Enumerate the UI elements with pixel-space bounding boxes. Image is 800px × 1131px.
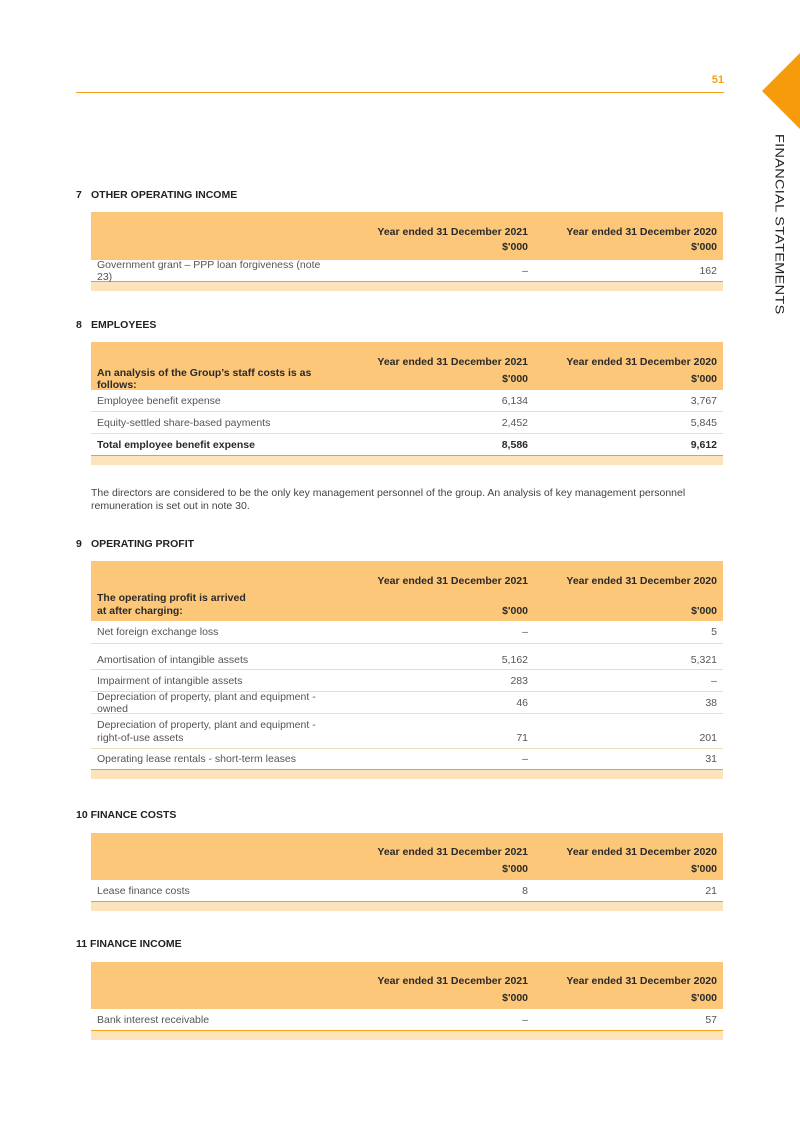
header-label: An analysis of the Group’s staff costs is as follows: (97, 367, 312, 391)
row-value-2021: 6,134 (501, 394, 528, 407)
row-label: Lease finance costs (97, 884, 190, 897)
header-row (91, 342, 723, 368)
page-number: 51 (711, 74, 724, 86)
row-label-line: Depreciation of property, plant and equipment - (97, 719, 316, 731)
header-unit-row (91, 987, 723, 1009)
header-unit-row (91, 858, 723, 880)
table-footer-band (91, 456, 723, 465)
row-value-2020: 57 (705, 1013, 717, 1026)
header-unit-row (91, 587, 723, 621)
table-header (91, 962, 723, 1009)
row-value-2021: – (522, 753, 528, 765)
table-row (91, 749, 723, 770)
section-10-title (76, 809, 176, 821)
header-row (91, 962, 723, 987)
table-footer-band (91, 282, 723, 291)
row-value-2020: 5 (711, 626, 717, 638)
header-2021: Year ended 31 December 2021 (377, 226, 528, 238)
row-value-2021: 5,162 (501, 654, 528, 666)
section-11-title (76, 938, 182, 950)
corner-tab-decoration (762, 53, 800, 129)
section-number: 11 (76, 938, 88, 950)
header-label (91, 592, 338, 617)
unit-2021: $'000 (502, 240, 528, 253)
row-label: Impairment of intangible assets (97, 674, 243, 687)
section-number: 9 (76, 538, 82, 550)
table-header (91, 342, 723, 390)
header-2020: Year ended 31 December 2020 (566, 975, 717, 987)
table-row (91, 390, 723, 412)
section-number: 7 (76, 189, 82, 201)
table-finance-income (91, 962, 723, 1040)
unit-2020: $'000 (691, 240, 717, 253)
unit-2021: $'000 (502, 373, 528, 385)
unit-2020: $'000 (691, 373, 717, 385)
employees-note: The directors are considered to be the only key management personnel of the group. An analysis of key management personnel remuneration is set out in note 30. (91, 487, 686, 512)
row-value-2020: 38 (705, 696, 717, 709)
header-2020: Year ended 31 December 2020 (566, 356, 717, 368)
unit-2021: $'000 (502, 863, 528, 875)
table-footer-band (91, 1031, 723, 1040)
table-row (91, 692, 723, 714)
section-title-text: EMPLOYEES (91, 319, 157, 331)
table-finance-costs (91, 833, 723, 911)
table-other-operating-income (91, 212, 723, 291)
section-number: 10 (76, 809, 88, 821)
section-title-text: OTHER OPERATING INCOME (91, 189, 238, 201)
row-value-2021: 283 (510, 674, 528, 687)
row-label: Total employee benefit expense (97, 438, 255, 451)
table-row (91, 621, 723, 644)
header-label-line: at after charging: (97, 604, 183, 617)
row-value-2021: 2,452 (501, 416, 528, 429)
row-label: Equity-settled share-based payments (97, 416, 271, 429)
row-value-2020: 3,767 (690, 394, 717, 407)
row-value-2021: 8,586 (501, 438, 528, 451)
row-label-line: right-of-use assets (97, 731, 184, 744)
header-2020: Year ended 31 December 2020 (566, 226, 717, 238)
table-row (91, 670, 723, 692)
row-value-2020: 162 (699, 264, 717, 277)
unit-2020: $'000 (691, 992, 717, 1004)
table-row (91, 644, 723, 670)
row-value-2020: 201 (699, 732, 717, 744)
header-2021: Year ended 31 December 2021 (377, 975, 528, 987)
row-label: Employee benefit expense (97, 394, 221, 407)
section-8-title (76, 319, 156, 331)
row-value-2021: 71 (516, 732, 528, 744)
table-header (91, 561, 723, 621)
row-label: Amortisation of intangible assets (97, 654, 249, 666)
row-value-2020: 9,612 (690, 438, 717, 451)
row-value-2021: – (522, 264, 528, 277)
header-2020: Year ended 31 December 2020 (566, 846, 717, 858)
unit-2021: $'000 (502, 992, 528, 1004)
unit-2020: $'000 (691, 863, 717, 875)
row-value-2020: – (711, 674, 717, 687)
table-employees (91, 342, 723, 465)
table-footer-band (91, 902, 723, 911)
table-footer-band (91, 770, 723, 779)
header-2021: Year ended 31 December 2021 (377, 575, 528, 587)
table-row (91, 880, 723, 902)
row-value-2020: 5,321 (690, 654, 717, 666)
header-label-line: The operating profit is arrived (97, 592, 246, 604)
row-value-2020: 5,845 (690, 416, 717, 429)
row-value-2020: 21 (705, 884, 717, 897)
table-operating-profit (91, 561, 723, 779)
row-value-2021: 46 (516, 696, 528, 709)
row-label: Depreciation of property, plant and equipment - owned (97, 690, 316, 715)
header-unit-row (91, 238, 723, 260)
header-row (91, 561, 723, 587)
row-value-2021: – (522, 626, 528, 638)
row-value-2020: 31 (705, 753, 717, 765)
row-label: Government grant – PPP loan forgiveness (note 23) (97, 258, 321, 283)
header-2021: Year ended 31 December 2021 (377, 356, 528, 368)
header-unit-row (91, 368, 723, 390)
table-total-row (91, 434, 723, 456)
row-value-2021: 8 (522, 884, 528, 897)
header-row (91, 833, 723, 858)
section-number: 8 (76, 319, 82, 331)
unit-2020: $'000 (691, 605, 717, 617)
side-section-label: FINANCIAL STATEMENTS (772, 134, 786, 315)
unit-2021: $'000 (502, 605, 528, 617)
header-rule (76, 92, 724, 93)
section-title-text: FINANCE INCOME (90, 938, 182, 950)
header-row (91, 212, 723, 238)
row-label: Operating lease rentals - short-term leases (97, 753, 297, 765)
header-2020: Year ended 31 December 2020 (566, 575, 717, 587)
section-title-text: FINANCE COSTS (90, 809, 177, 821)
table-row (91, 1009, 723, 1031)
row-label: Net foreign exchange loss (97, 626, 219, 638)
section-9-title (76, 538, 194, 550)
table-header (91, 833, 723, 880)
section-7-title (76, 189, 237, 201)
table-row (91, 714, 723, 749)
row-label: Bank interest receivable (97, 1013, 210, 1026)
row-label (91, 719, 338, 744)
table-row (91, 412, 723, 434)
section-title-text: OPERATING PROFIT (91, 538, 195, 550)
header-2021: Year ended 31 December 2021 (377, 846, 528, 858)
row-value-2021: – (522, 1013, 528, 1026)
table-row (91, 260, 723, 282)
table-header (91, 212, 723, 260)
